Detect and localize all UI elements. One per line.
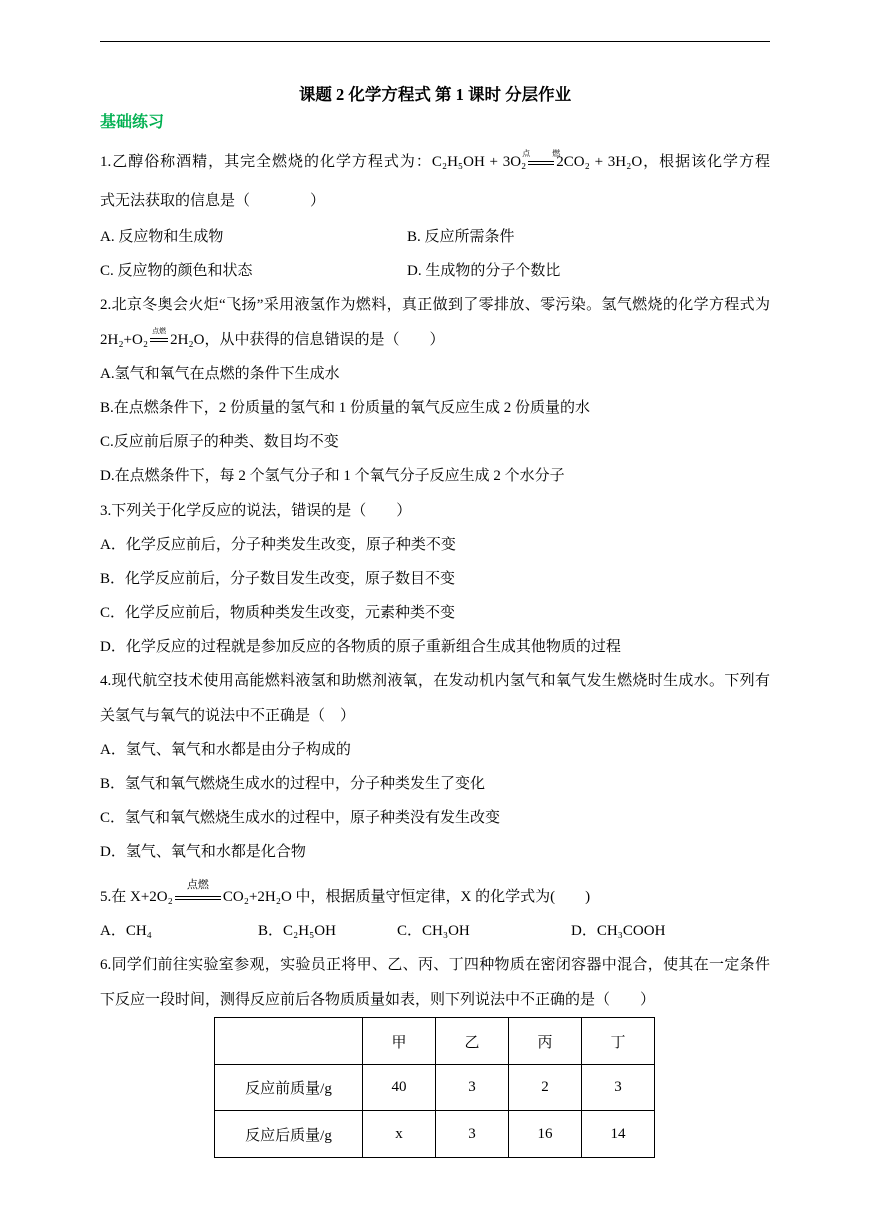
- q2-option-a: A.氢气和氧气在点燃的条件下生成水: [100, 365, 340, 382]
- q3-option-d: D．化学反应的过程就是参加反应的各物质的原子重新组合生成其他物质的过程: [100, 639, 621, 656]
- q3-option-b: B．化学反应前后，分子数目发生改变，原子数目不变: [100, 570, 456, 587]
- q5-option-b: B．C₂H₅OH: [258, 923, 336, 940]
- q4-option-c: C．氢气和氧气燃烧生成水的过程中，原子种类没有发生改变: [100, 810, 501, 827]
- q4-stem-line1: 4.现代航空技术使用高能燃料液氢和助燃剂液氧，在发动机内氢气和氧气发生燃烧时生成水。下列有: [100, 673, 770, 690]
- q5-equation-left: X+2O₂: [130, 889, 173, 906]
- table-cell: 3: [582, 1065, 655, 1111]
- table-corner-cell: [215, 1018, 363, 1065]
- q5-reaction-arrow: [175, 878, 221, 905]
- q5-equation-right: CO₂+2H₂O: [222, 889, 292, 906]
- q4-option-d: D．氢气、氧气和水都是化合物: [100, 844, 306, 861]
- q1-option-b: B. 反应所需条件: [407, 229, 515, 245]
- q1-stem-prefix: 1.乙醇俗称酒精，其完全燃烧的化学方程式为：: [100, 154, 432, 170]
- table-header-cell: 甲: [363, 1018, 436, 1065]
- table-header-cell: 乙: [436, 1018, 509, 1065]
- q1-stem-suffix: ，根据该化学方程: [642, 154, 770, 170]
- q3-option-c: C．化学反应前后，物质种类发生改变，元素种类不变: [100, 605, 456, 622]
- header-rule: [100, 41, 770, 42]
- q1-option-d: D. 生成物的分子个数比: [407, 263, 561, 280]
- q2-reaction-arrow: [150, 327, 168, 347]
- q5-reaction-condition: 点燃: [186, 878, 209, 891]
- q1-reaction-condition: 点燃: [522, 148, 561, 158]
- q1-options-row2: [100, 254, 770, 288]
- q1-options-row1: [100, 220, 770, 254]
- table-row-label: 反应前质量/g: [215, 1065, 363, 1111]
- table-cell: 3: [436, 1065, 509, 1111]
- table-row-label: 反应后质量/g: [215, 1111, 363, 1158]
- q2-option-c: C.反应前后原子的种类、数目均不变: [100, 434, 339, 451]
- q2-stem-line2: [100, 323, 770, 357]
- q2-option-d: D.在点燃条件下，每 2 个氢气分子和 1 个氧气分子反应生成 2 个水分子: [100, 468, 565, 485]
- q1-option-a: A. 反应物和生成物: [100, 229, 224, 245]
- table-header-cell: 丁: [582, 1018, 655, 1065]
- q5-option-c: C．CH₃OH: [397, 923, 470, 940]
- worksheet-content: [100, 81, 770, 1158]
- table-cell: 40: [363, 1065, 436, 1111]
- q1-stem-line1: [100, 142, 770, 182]
- q2-stem-line1: 2.北京冬奥会火炬“飞扬”采用液氢作为燃料，真正做到了零排放、零污染。氢气燃烧的化学方程式为: [100, 297, 770, 314]
- table-cell: 14: [582, 1111, 655, 1158]
- q5-option-a: A．CH₄: [100, 923, 152, 940]
- q1-equation: [431, 148, 643, 170]
- q5-stem-prefix: 5.在: [100, 889, 131, 906]
- q2-equation: [100, 327, 205, 348]
- table-header-row: [215, 1018, 655, 1065]
- q4-option-a: A．氢气、氧气和水都是由分子构成的: [100, 741, 351, 758]
- q4-option-b: B．氢气和氧气燃烧生成水的过程中，分子种类发生了变化: [100, 776, 486, 792]
- double-line-icon: [528, 161, 554, 165]
- q3-stem: 3.下列关于化学反应的说法，错误的是（ ）: [100, 502, 412, 519]
- table-cell: 3: [436, 1111, 509, 1158]
- q6-stem-line2: 下反应一段时间，测得反应前后各物质质量如表，则下列说法中不正确的是（ ）: [100, 991, 656, 1008]
- table-header-cell: 丙: [509, 1018, 582, 1065]
- q5-equation: [130, 878, 292, 906]
- page-title: 课题 2 化学方程式 第 1 课时 分层作业: [298, 85, 572, 104]
- table-row: [215, 1111, 655, 1158]
- q5-option-d: D．CH₃COOH: [571, 923, 666, 940]
- q2-option-b: B.在点燃条件下，2 份质量的氢气和 1 份质量的氧气反应生成 2 份质量的水: [100, 399, 591, 416]
- double-line-icon: [175, 896, 221, 900]
- q2-equation-left: 2H₂+O₂: [100, 331, 149, 348]
- q5-stem-suffix: 中，根据质量守恒定律，X 的化学式为( ): [291, 889, 591, 906]
- mass-table: [214, 1017, 655, 1158]
- q2-reaction-condition: 点燃: [152, 327, 167, 336]
- q1-option-c: C. 反应物的颜色和状态: [100, 263, 253, 280]
- section-heading: 基础练习: [100, 114, 165, 131]
- q5-options-row: [100, 914, 770, 948]
- q4-stem-line2: 关氢气与氧气的说法中不正确是（ ）: [100, 707, 356, 724]
- q1-equation-left: C₂H₅OH + 3O₂: [431, 154, 527, 170]
- table-cell: 16: [509, 1111, 582, 1158]
- q2-equation-right: 2H₂O: [170, 331, 205, 348]
- table-row: [215, 1065, 655, 1111]
- table-cell: x: [363, 1111, 436, 1158]
- q1-reaction-arrow: [522, 148, 561, 170]
- q3-option-a: A．化学反应前后，分子种类发生改变，原子种类不变: [100, 536, 456, 553]
- q2-stem-suffix: ，从中获得的信息错误的是（ ）: [204, 331, 445, 348]
- q5-stem: [100, 880, 770, 914]
- q1-stem-line2: 式无法获取的信息是（ ）: [100, 193, 326, 209]
- double-line-icon: [150, 338, 168, 342]
- table-cell: 2: [509, 1065, 582, 1111]
- q1-equation-right: 2CO₂ + 3H₂O: [556, 154, 643, 170]
- q6-stem-line1: 6.同学们前往实验室参观，实验员正将甲、乙、丙、丁四种物质在密闭容器中混合，使其在一定条件: [100, 957, 770, 974]
